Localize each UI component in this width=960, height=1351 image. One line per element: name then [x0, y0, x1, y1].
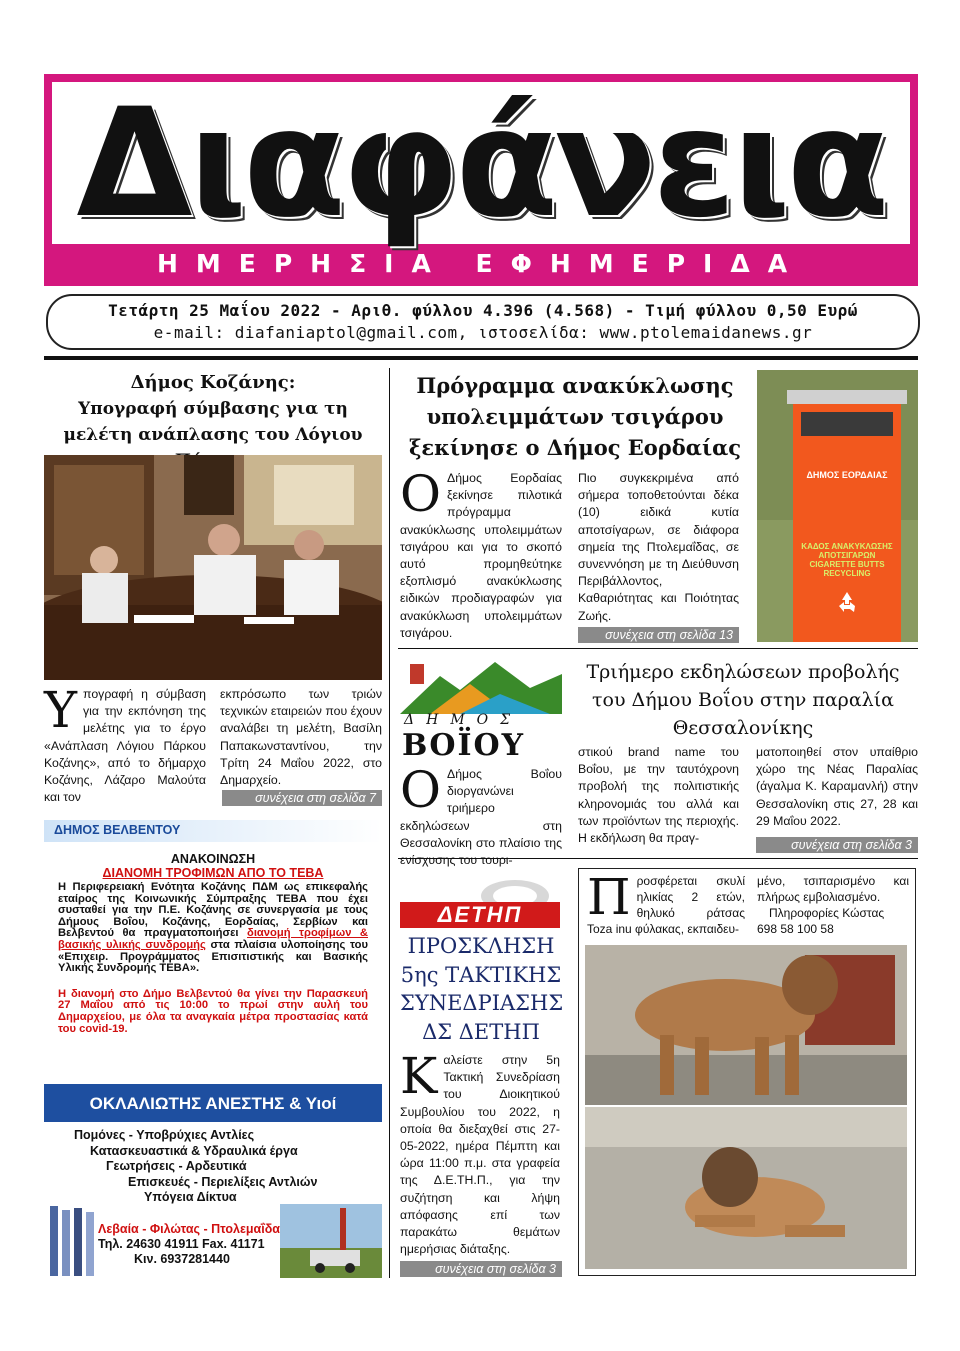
- bin-label-1: ΔΗΜΟΣ ΕΟΡΔΑΙΑΣ: [806, 470, 888, 480]
- eordaia-article: [398, 370, 752, 463]
- voio-col-3: [756, 744, 918, 830]
- velvento-p1-c: στα πλαίσια υλοποίησης του «Επιχειρ. Προγράμματος Επισιτιστικής και Βασικής Υλικής Συνδρομής ΤΕΒΑ».: [58, 938, 368, 975]
- dethp-title-3: ΣΥΝΕΔΡΙΑΣΗΣ: [400, 991, 564, 1015]
- dog-body-1: ροσφέρεται σκυλί ηλικίας 2 ετών, θηλυκό ράτσας Τοza inu φύλακας, εκπαιδευ-: [587, 874, 745, 936]
- ad-line-4: Επισκευές - Περιελίξεις Αντλιών: [128, 1174, 318, 1189]
- voio-logo-text-2: ΒΟΪΟΥ: [402, 728, 526, 763]
- voio-continue-link[interactable]: συνέχεια στη σελίδα 3: [756, 837, 918, 853]
- dog-phone: 698 58 100 58: [757, 922, 834, 936]
- dog-dropcap: Π: [587, 868, 631, 926]
- kozani-body-2: εκπρόσωπο των τριών τεχνικών εταιρειών που έχουν αναλάβει τη μελέτη, Βασίλη Παπακωνσταντίνου, την Τρίτη 24 Μαΐου 2022, στο Δημαρχείο.: [220, 687, 382, 788]
- issue-date-line: Τετάρτη 25 Μαΐου 2022 - Αριθ. φύλλου 4.396 (4.568) - Τιμή φύλλου 0,50 Ευρώ: [108, 301, 858, 320]
- signing-photo-illustration: [44, 455, 382, 680]
- voio-body-1: Δήμος Βοΐου διοργανώνει τριήμερο εκδηλώσεων στη Θεσσαλονίκη στο πλαίσιο της ενίσχυσης του τουρι-: [400, 767, 562, 868]
- voio-title: Τριήμερο εκδηλώσεων προβολής του Δήμου Βοΐου στην παραλία Θεσσαλονίκης: [586, 661, 900, 739]
- ad-banner: ΟΚΛΑΛΙΩΤΗΣ ΑΝΕΣΤΗΣ & Υιοί: [44, 1084, 382, 1122]
- section-divider: [398, 648, 918, 649]
- velvento-p1-b: διανομή τροφίμων & βασικής υλικής συνδρομής: [58, 927, 368, 951]
- oklaliotis-ad: [44, 1084, 382, 1278]
- eordaia-continue-link[interactable]: συνέχεια στη σελίδα 13: [578, 627, 739, 643]
- eordaia-dropcap: Ο: [400, 465, 441, 523]
- dethp-dropcap: Κ: [400, 1047, 438, 1105]
- velvento-paragraph-1: [44, 880, 382, 975]
- dethp-body: αλείστε στην 5η Τακτική Συνεδρίαση του Διοικητικού Συμβουλίου του 2022, η οποία θα διεξαχθεί στις 27-05-2022, ημέρα Πέμπτη και ώρα 11:00 π.μ. στα γραφεία της Δ.Ε.ΤΗ.Π., για την συζήτηση και λήψη απόφασης επί των παρακάτω θεμάτων ημερήσιας διάταξης.: [400, 1053, 560, 1257]
- header-rule: [44, 356, 918, 360]
- dog-photo-2: [585, 1107, 907, 1269]
- dog-info: Πληροφορίες Κώστας: [769, 906, 885, 920]
- dog-col-1: [587, 868, 745, 937]
- velvento-p1-a: Η Περιφερειακή Ενότητα Κοζάνης ΠΔΜ ως επικεφαλής εταίρος της Κοινωνικής Σύμπραξης ΤΕΒΑ που έχει συσταθεί για την Π.Ε. Κοζάνης σε συνεργασία με τους Δήμους Βοΐου, Κοζάνης, Εορδαίας, Σερβίων και Βελβεντού θα πραγματοποιήσει: [58, 881, 368, 940]
- recycle-icon: [835, 590, 859, 614]
- kozani-title-1: Δήμος Κοζάνης:: [130, 372, 296, 393]
- velvento-announcement: [44, 820, 382, 1072]
- velvento-header-bar: [44, 820, 382, 842]
- voio-logo-text-1: ΔΗΜΟΣ: [404, 712, 523, 728]
- kozani-col-2: [220, 686, 382, 789]
- recycling-bin-photo: [757, 370, 918, 642]
- voio-mountains-icon: [400, 654, 562, 716]
- issue-info-bar: [46, 294, 920, 350]
- dethp-continue-link[interactable]: συνέχεια στη σελίδα 3: [400, 1261, 562, 1277]
- voio-logo: [400, 654, 562, 764]
- voio-col-2: [578, 744, 739, 847]
- velvento-header: ΔΗΜΟΣ ΒΕΛΒΕΝΤΟΥ: [54, 823, 181, 837]
- dog-lying-illustration: [585, 1107, 907, 1269]
- ad-line-5: Υπόγεια Δίκτυα: [144, 1190, 237, 1204]
- velvento-subtitle: ΔΙΑΝΟΜΗ ΤΡΟΦΙΜΩΝ ΑΠΟ ΤΟ ΤΕΒΑ: [102, 866, 324, 880]
- pump-icon: [44, 1204, 100, 1278]
- kozani-title-2: Υπογραφή σύμβασης για τη μελέτη ανάπλασης του Λόγιου: [63, 399, 363, 445]
- kozani-body-1: πογραφή η σύμβαση για την εκπόνηση της μελέτης για το έργο «Ανάπλαση Λόγιου Πάρκου Κοζάνης», από το δήμαρχο Κοζάνης, Λάζαρο Μαλούτα και τον: [44, 687, 206, 805]
- velvento-paragraph-2: Η διανομή στο Δήμο Βελβεντού θα γίνει την Παρασκευή 27 Μαΐου από τις 10:00 το πρωί στην αυλή του Δημαρχείου, με όλα τα αναγκαία μέτρα προστασίας κατά του covid-19.: [58, 987, 368, 1035]
- ad-mobile: Κιν. 6937281440: [134, 1252, 230, 1266]
- kozani-col-1: [44, 681, 206, 806]
- dethp-title-4: ΔΣ ΔΕΤΗΠ: [422, 1019, 540, 1044]
- eordaia-body-2: Πιο συγκεκριμένα από σήμερα τοποθετούνται δέκα (10) ειδικά κυτία αποτσίγαρων, σε διάφορα σημεία της Πτολεμαΐδας, σε συνεννόηση με τη Διεύθυνση Περιβάλλοντος, Καθαριότητας και Ποιότητας Ζωής.: [578, 471, 739, 623]
- dog-ad: [578, 868, 916, 1276]
- bin-label-2: ΚΑΔΟΣ ΑΝΑΚΥΚΛΩΣΗΣ ΑΠΟΤΣΙΓΑΡΩΝ CIGARETTE BUTTS RECYCLING: [801, 542, 893, 578]
- masthead-title-box: [52, 77, 910, 251]
- dog-standing-illustration: [585, 945, 907, 1105]
- dethp-logo: ΔΕΤΗΠ: [400, 902, 560, 928]
- contact-line: e-mail: diafaniaptol@gmail.com, ιστοσελίδα: www.ptolemaidanews.gr: [153, 323, 813, 342]
- eordaia-col-1: [400, 465, 562, 642]
- masthead-title: Διαφάνεια: [76, 77, 886, 251]
- ad-services: [44, 1122, 382, 1206]
- ad-line-3: Γεωτρήσεις - Αρδευτικά: [106, 1159, 247, 1173]
- drilling-rig-icon: [280, 1204, 382, 1278]
- dethp-body-block: [400, 1047, 560, 1258]
- dethp-flame-icon: [480, 868, 550, 902]
- eordaia-title: Πρόγραμμα ανακύκλωσης υπολειμμάτων τσιγάρου ξεκίνησε ο Δήμος Εορδαίας: [408, 373, 742, 460]
- column-divider: [389, 368, 390, 1278]
- dethp-title: [400, 932, 562, 1046]
- eordaia-col-2: [578, 470, 739, 625]
- dog-body-2: μένο, τσιπαρισμένο και πλήρως εμβολιασμένο.: [757, 874, 909, 904]
- eordaia-body-1: Δήμος Εορδαίας ξεκίνησε πιλοτικά πρόγραμμα ανακύκλωσης υπολειμμάτων τσιγάρου και για το σκοπό αυτό προμηθεύτηκε εξοπλισμό ανακύκλωσης ειδικών προδιαγραφών για ανακύκλωση υπολειμμάτων τσιγάρου.: [400, 471, 562, 640]
- voio-title-box: [568, 658, 918, 742]
- ad-contacts: [98, 1222, 280, 1267]
- voio-dropcap: Ο: [400, 761, 441, 819]
- dog-col-2: [757, 873, 909, 937]
- kozani-signing-photo: [44, 455, 382, 680]
- ad-line-1: Πομόνες - Υποβρύχιες Αντλίες: [74, 1128, 255, 1142]
- dethp-title-2: 5ης ΤΑΚΤΙΚΗΣ: [400, 962, 562, 987]
- masthead: [44, 74, 918, 286]
- velvento-announce: ΑΝΑΚΟΙΝΩΣΗ: [170, 852, 256, 866]
- dog-photo-1: [585, 945, 907, 1105]
- masthead-subtitle: ΗΜΕΡΗΣΙΑ ΕΦΗΜΕΡΙΔΑ: [156, 249, 806, 278]
- kozani-dropcap: Υ: [44, 681, 78, 739]
- voio-col-1: [400, 761, 562, 869]
- voio-body-2: στικού brand name του Βοΐου, με την ταυτόχρονη προβολή της πολιτιστικής κληρονομιάς του αλλά και των προϊόντων της περιοχής. Η εκδήλωση θα πραγ-: [578, 745, 739, 846]
- ad-locations: Λεβαία - Φιλώτας - Πτολεμαΐδα: [98, 1222, 280, 1236]
- ad-line-2: Κατασκευαστικά & Υδραυλικά έργα: [90, 1143, 298, 1158]
- kozani-continue-link[interactable]: συνέχεια στη σελίδα 7: [222, 790, 382, 806]
- voio-body-3: ματοποιηθεί στον υπαίθριο χώρο της Νέας Παραλίας (άγαλμα Κ. Καραμανλή) στην Θεσσαλονίκη στις 27, 28 και 29 Μαΐου 2022.: [756, 745, 918, 828]
- ad-phone: Τηλ. 24630 41911 Fax. 41171: [98, 1237, 265, 1251]
- dethp-title-1: ΠΡΟΣΚΛΗΣΗ: [407, 934, 555, 958]
